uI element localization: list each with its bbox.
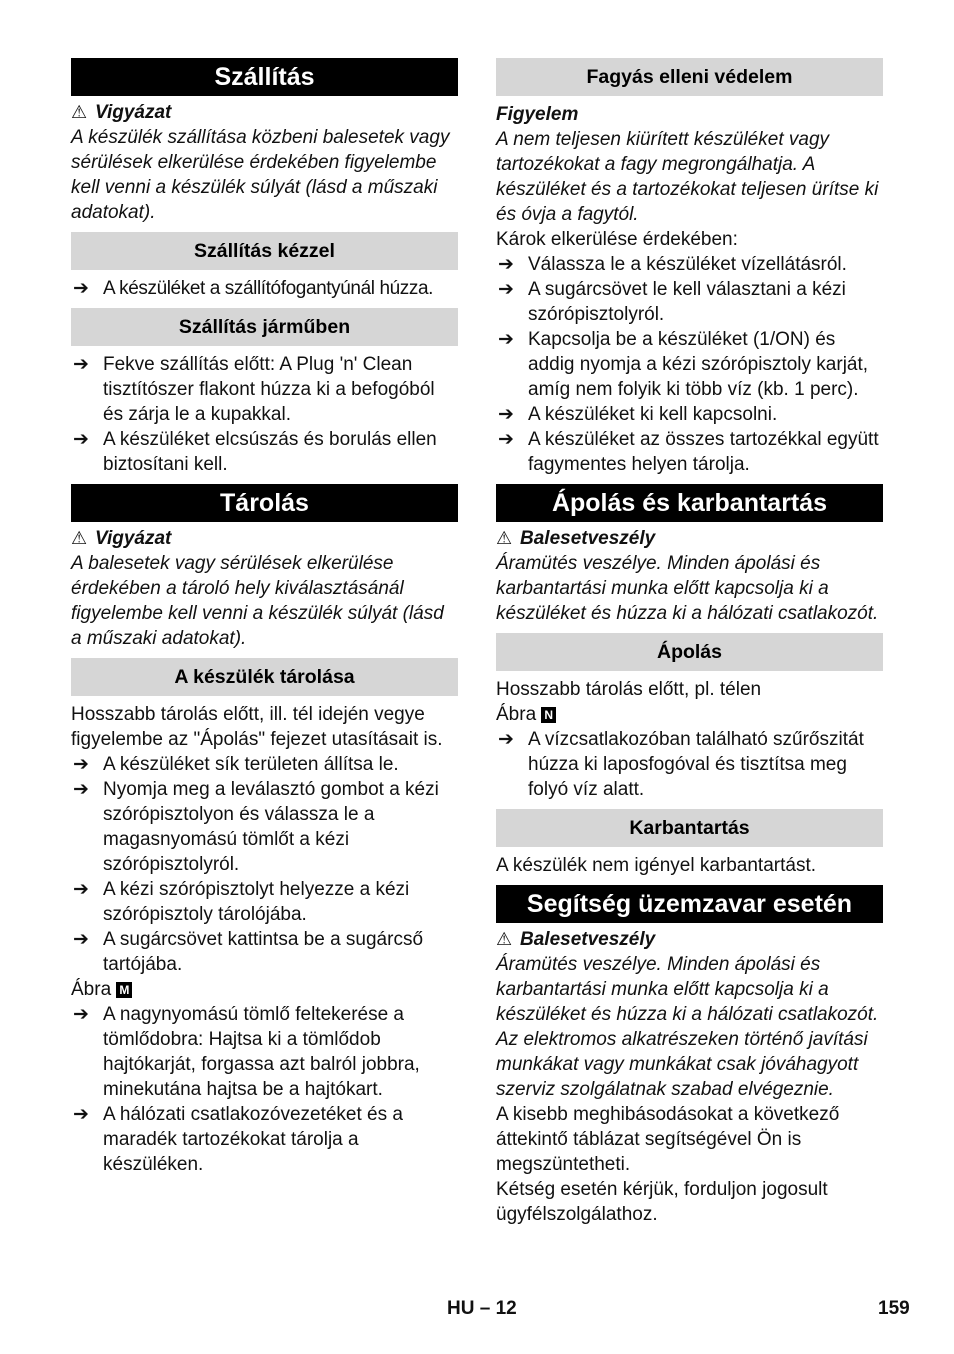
arrow-right-icon: ➔ <box>498 404 514 425</box>
paragraph: A kisebb meghibásodásokat a következő áttekintő táblázat segítségével Ön is megszüntetheti. <box>496 1104 840 1175</box>
section-title-transport: Szállítás <box>71 58 458 96</box>
figure-reference: Ábra M <box>71 977 458 1002</box>
arrow-right-icon: ➔ <box>73 879 89 900</box>
subsection-title-vehicle: Szállítás járműben <box>71 308 458 346</box>
maintenance-block <box>496 847 883 878</box>
list-item: ➔ A kézi szórópisztolyt helyezze a kézi szórópisztoly tárolójába. <box>73 879 410 925</box>
warning-triangle-icon: ⚠ <box>496 528 513 548</box>
paragraph: Hosszabb tárolás előtt, pl. télen <box>496 679 762 700</box>
list-item: ➔ A készüléket elcsúszás és borulás ellen biztosítani kell. <box>73 429 437 475</box>
warning-text: A készülék szállítása közbeni balesetek vagy sérülések elkerülése érdekében figyelembe kell venni a készülék súlyát (lásd a műszaki adatokat). <box>71 127 450 223</box>
paragraph: A készülék nem igényel karbantartást. <box>496 855 817 876</box>
list-item: ➔ A készüléket sík területen állítsa le. <box>73 754 399 775</box>
list-item: ➔ Nyomja meg a leválasztó gombot a kézi szórópisztolyon és válassza le a magasnyomású tömlőt a kézi szórópisztolyról. <box>73 779 439 875</box>
subsection-title-frost: Fagyás elleni védelem <box>496 58 883 96</box>
warning-text: Áramütés veszélye. Minden ápolási és karbantartási munka előtt kapcsolja ki a készüléket és húzza ki a hálózati csatlakozót. <box>496 954 879 1025</box>
frost-block <box>496 96 883 477</box>
arrow-right-icon: ➔ <box>498 429 514 450</box>
arrow-right-icon: ➔ <box>73 354 89 375</box>
warning-block-storage <box>71 522 458 651</box>
list-item: ➔ A hálózati csatlakozóvezetéket és a maradék tartozékokat tárolja a készüléken. <box>73 1104 403 1175</box>
subsection-title-hand: Szállítás kézzel <box>71 232 458 270</box>
figure-badge: N <box>541 707 556 723</box>
paragraph: Károk elkerülése érdekében: <box>496 229 738 250</box>
warning-block-help <box>496 923 883 1227</box>
care-block <box>496 671 883 802</box>
arrow-right-icon: ➔ <box>498 329 514 350</box>
section-title-storage: Tárolás <box>71 484 458 522</box>
warning-title: Balesetveszély <box>520 528 656 549</box>
warning-text: A balesetek vagy sérülések elkerülése érdekében a tároló hely kiválasztásánál figyelembe kell venni a készülék súlyát (lásd a műszaki adatokat). <box>71 553 444 649</box>
subsection-title-care: Ápolás <box>496 633 883 671</box>
list-vehicle <box>71 346 458 477</box>
list-item: ➔ Kapcsolja be a készüléket (1/ON) és addig nyomja a kézi szórópisztoly karját, amíg nem folyik ki több víz (kb. 1 perc). <box>498 329 869 400</box>
note-text: A nem teljesen kiürített készüléket vagy tartozékokat a fagy megrongálhatja. A készüléket és a tartozékokat teljesen ürítse ki és óvja a fagytól. <box>496 129 879 225</box>
arrow-right-icon: ➔ <box>73 429 89 450</box>
section-title-help: Segítség üzemzavar esetén <box>496 885 883 923</box>
arrow-right-icon: ➔ <box>73 1104 89 1125</box>
device-storage-block <box>71 696 458 1177</box>
subsection-title-device-storage: A készülék tárolása <box>71 658 458 696</box>
note-title: Figyelem <box>496 104 579 125</box>
warning-text: Áramütés veszélye. Minden ápolási és karbantartási munka előtt kapcsolja ki a készüléket és húzza ki a hálózati csatlakozót. <box>496 553 879 624</box>
list-item: ➔ A készüléket a szállítófogantyúnál húzza. <box>73 278 434 299</box>
arrow-right-icon: ➔ <box>73 929 89 950</box>
arrow-right-icon: ➔ <box>498 729 514 750</box>
list-item: ➔ Fekve szállítás előtt: A Plug 'n' Clean tisztítószer flakont húzza ki a befogóból és zárja le a kupakkal. <box>73 354 435 425</box>
list-item: ➔ A sugárcsövet le kell választani a kézi szórópisztolyról. <box>498 279 846 325</box>
arrow-right-icon: ➔ <box>73 278 89 299</box>
warning-block-care <box>496 522 883 626</box>
subsection-title-maintenance: Karbantartás <box>496 809 883 847</box>
warning-triangle-icon: ⚠ <box>71 528 88 548</box>
figure-badge: M <box>116 982 132 998</box>
page-number: 159 <box>878 1298 910 1319</box>
list-item: ➔ A vízcsatlakozóban található szűrőszitát húzza ki laposfogóval és tisztítsa meg folyó víz alatt. <box>498 729 864 800</box>
warning-text: Az elektromos alkatrészeken történő javítási munkákat vagy munkákat csak jóváhagyott szerviz szolgálatnak szabad elvégeznie. <box>496 1029 868 1100</box>
list-item: ➔ Válassza le a készüléket vízellátásról. <box>498 254 847 275</box>
warning-triangle-icon: ⚠ <box>71 102 88 122</box>
list-item: ➔ A készüléket ki kell kapcsolni. <box>498 404 778 425</box>
left-column <box>71 58 458 1177</box>
page-section-label: HU – 12 <box>447 1298 517 1319</box>
warning-title: Vigyázat <box>95 528 172 549</box>
arrow-right-icon: ➔ <box>73 779 89 800</box>
list-item: ➔ A készüléket az összes tartozékkal együtt fagymentes helyen tárolja. <box>498 429 879 475</box>
arrow-right-icon: ➔ <box>498 254 514 275</box>
warning-title: Balesetveszély <box>520 929 656 950</box>
arrow-right-icon: ➔ <box>73 1004 89 1025</box>
section-title-care: Ápolás és karbantartás <box>496 484 883 522</box>
arrow-right-icon: ➔ <box>73 754 89 775</box>
warning-block-transport <box>71 96 458 225</box>
warning-title: Vigyázat <box>95 102 172 123</box>
arrow-right-icon: ➔ <box>498 279 514 300</box>
list-item: ➔ A nagynyomású tömlő feltekerése a tömlődobra: Hajtsa ki a tömlődob hajtókarját, forgassa azt balról jobbra, minekutána hajtsa be a hajtókart. <box>73 1004 420 1100</box>
paragraph: Kétség esetén kérjük, forduljon jogosult ügyfélszolgálathoz. <box>496 1179 828 1225</box>
figure-reference: Ábra N <box>496 702 883 727</box>
warning-triangle-icon: ⚠ <box>496 929 513 949</box>
list-hand <box>71 270 458 301</box>
right-column <box>496 58 883 1227</box>
list-item: ➔ A sugárcsövet kattintsa be a sugárcső tartójába. <box>73 929 424 975</box>
paragraph: Hosszabb tárolás előtt, ill. tél idején vegye figyelembe az "Ápolás" fejezet utasításait is. <box>71 704 443 750</box>
